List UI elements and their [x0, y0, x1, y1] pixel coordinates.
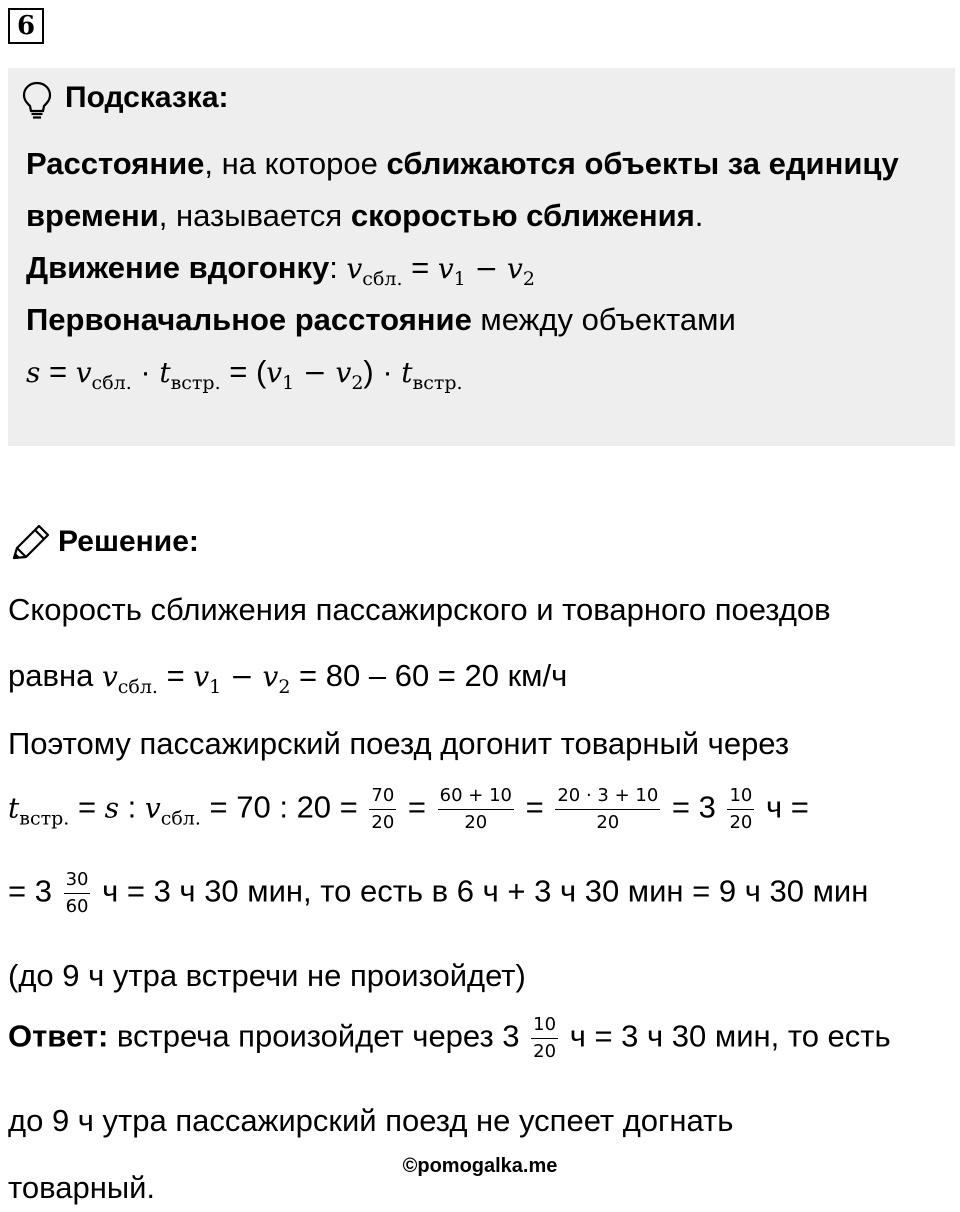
- hint-line-3: Движение вдогонку: $v_{сбл.} = v_1 - v_2$: [26, 250, 535, 290]
- solution-line-9: товарный.: [8, 1170, 156, 1205]
- hint-title: Подсказка:: [65, 81, 229, 114]
- solution-line-1: Скорость сближения пассажирского и товарного поездов: [8, 592, 831, 627]
- solution-line-4: $t_{встр.} = s$ : $v_{сбл.} = 70$ : 20 = $\frac{70}{20}$ = $\frac{60 + 10}{20}$ = $\frac{20 \cdot 3 + 10}{20}$ = 3 $\frac{10}{20}$ ч =: [8, 785, 809, 833]
- solution-line-3: Поэтому пассажирский поезд догонит товарный через: [8, 726, 790, 761]
- hint-line-4: Первоначальное расстояние между объектами: [26, 302, 736, 337]
- fraction-60-10-20: $\frac{60 + 10}{20}$: [439, 785, 512, 833]
- solution-line-6: (до 9 ч утра встречи не произойдет): [8, 958, 526, 993]
- fraction-20-3-10-20: $\frac{20 \cdot 3 + 10}{20}$: [557, 785, 659, 833]
- hint-line-1: Расстояние, на которое сближаются объекты за единицу: [26, 146, 899, 181]
- answer-label: Ответ:: [8, 1018, 109, 1054]
- pencil-icon: [10, 522, 54, 562]
- fraction-70-20: $\frac{70}{20}$: [371, 785, 395, 833]
- answer-line: Ответ: встреча произойдет через 3 $\frac{10}{20}$ ч = 3 ч 30 мин, то есть: [8, 1014, 891, 1062]
- watermark: ©pomogalka.me: [402, 1155, 558, 1177]
- fraction-10-20: $\frac{10}{20}$: [729, 785, 753, 833]
- hint-line-5: $s = v_{сбл.} \cdot t_{встр.} = (v_1 - v_2) \cdot t_{встр.}$: [26, 354, 463, 394]
- solution-line-8: до 9 ч утра пассажирский поезд не успеет догнать: [8, 1103, 734, 1138]
- task-number: 6: [8, 8, 44, 44]
- hint-line-2: времени, называется скоростью сближения.: [26, 198, 704, 233]
- solution-line-2: равна $v_{сбл.} = v_1 - v_2 = 80 - 60 = 20$ км/ч: [8, 658, 568, 698]
- fraction-answer-10-20: $\frac{10}{20}$: [533, 1014, 557, 1062]
- fraction-30-60: $\frac{30}{60}$: [65, 869, 89, 917]
- solution-line-5: = 3 $\frac{30}{60}$ ч = 3 ч 30 мин, то есть в 6 ч + 3 ч 30 мин = 9 ч 30 мин: [8, 869, 869, 917]
- hint-box: [8, 68, 955, 446]
- solution-title: Решение:: [58, 525, 199, 558]
- lightbulb-icon: [20, 80, 54, 120]
